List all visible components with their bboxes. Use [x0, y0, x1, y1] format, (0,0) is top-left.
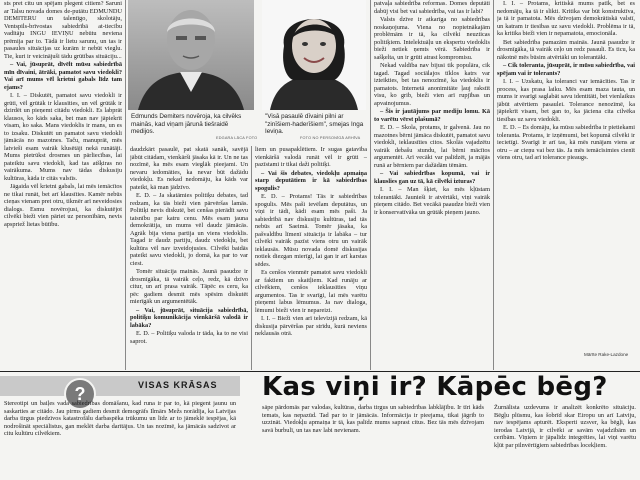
- photo-edmunds-demiters: [128, 0, 254, 110]
- interview-question: – Vai šis debates, viedokļu apmaiņa starp deputātiem ir kā sabiedrības spogulis?: [255, 169, 367, 192]
- column-divider: [493, 0, 494, 370]
- body-paragraph: I. I. – Uzskatu, ka toleranci var iemācīties. Tas ir process, kas prasa laiku. Mēs esam maza tauta, un mums ir svarīgi saglabāt savu identitāti, bet vienlaikus jābūt atvērtiem pasaulei. Tolerance nenozīmē, ka jāpiekrīt visam, bet gan to, ka jāciena cita cilvēka tiesības uz savu viedokli.: [497, 78, 635, 123]
- column-four: [374, 0, 490, 370]
- mid-right-column: [255, 146, 367, 370]
- photo-right-caption: "Visā pasaulē dīvaini pilni ar "zinīšiem-haderīšiem", smejas Inga Ieviņa.: [265, 113, 364, 136]
- body-paragraph: E. D. – Politiķu valoda ir tāda, ka to ne visi saprot.: [130, 330, 248, 345]
- body-paragraph: liem un pusapaklētiem. Ir sugas gatavība vienkāršā valodā runāt vēl ir grūti – pazīstami ir tikai daži politiķi.: [255, 146, 367, 168]
- bottom-column-one: [4, 400, 236, 480]
- body-paragraph: Nekad valdība nav bijusi tik populāra, cik tagad. Tagad sociālajos tīklos katrs var izteikties, bet tas nenozīmē, ka viedoklis ir pamatots. Internetā anonimitāte ļauj rakstīt visu, ko grib, bieži vien arī rupjības un apvainojumus.: [374, 62, 490, 107]
- author-signature: Mārīte Rake-Lazdone: [584, 352, 629, 357]
- photo-left-credit: EDGARA LĀCA FOTO: [216, 136, 258, 140]
- body-paragraph: E. D. – Skola, protams, ir galvenā. Jau no mazotnes bērni jāmāca diskutēt, pamatot savu viedokli, ieklausīties citos. Skolās vajadzētu vairāk debašu stundu, lai bērni mācītos argumentēt. Arī vecāki var palīdzēt, ja mājās runā ar bērniem par dažādām tēmām.: [374, 124, 490, 169]
- photo-left-caption: Edmunds Demiters novēroja, ka cilvēks mainās, kad viņam jārunā tiešraidē medijos.: [131, 113, 242, 136]
- photo-inga-ievina: [262, 0, 366, 110]
- body-paragraph: E. D. – Es domāju, ka mūsu sabiedrība ir pietiekami toleranta. Protams, ir izņēmumi, bet kopumā cilvēki ir iecietīgi. Svarīgi ir arī tas, kā mēs runājam viens ar otru – ar cieņu vai bez tās. Ja mēs iemācīsimies cienīt viens otru, tad arī tolerance pieaugs.: [497, 124, 635, 161]
- bottom-column-two: [262, 404, 484, 480]
- column-divider: [370, 0, 371, 370]
- body-paragraph: E. D. – Ja skatāmies politiķu debates, tad redzam, ka tās bieži vien pārvēršas lamās. Politiķi nevis diskutē, bet cenšas pierādīt savu taisnību par katru cenu. Mēs esam jauna demokrātija, un mums vēl daudz jāmācās. Agrāk bija viena partija un viens viedoklis. Tagad ir daudz partiju, daudz viedokļu, bet kultūra vēl nav izveidojusies. Cilvēki baidās pateikt savu viedokli, jo domā, ka par to var ciest.: [130, 192, 248, 267]
- body-paragraph: daudzkārt pasaulē, pat skatā sanāk, savējā jābūt citādam, vienkārši jāsaka kā ir. Un ne tas nozīmē, ka mēs esam vieglāk pieejami. Un nevaru iedomāties, ka nevar būt dažādu viedokļu. Es nekad nedomāju, ka kāds var pateikt, kā man jādzīvo.: [130, 146, 248, 191]
- section-label: VISAS KRĀSAS: [138, 380, 218, 390]
- column-divider: [251, 146, 252, 370]
- body-paragraph: Tomēr situācija mainās. Jaunā paaudze ir drosmīgāka, tā vairāk ceļo, redz, kā dzīvo citur, un arī prasa vairāk. Tāpēc es ceru, ka pēc gadiem desmit mēs spēsim diskutēt mierīgāk un argumentētāk.: [130, 268, 248, 305]
- column-divider: [125, 0, 126, 370]
- interview-question: – Vai sabiedrības kopumā, vai ir klauslies gan uz tā, kā cilvēki izturas?: [374, 170, 490, 185]
- bottom-paragraph: sāpe pārdomās par valodas, kultūras, darba tirgus un sabiedrības labklājību. Ir tīri kāds temats, kas nepazūd. Tad par to ir jāmācās. Informācija ir pieejama, tikai jāgrib to uzzināt. Viedokļu apmaiņa ir tā, kas palīdz mums saprast citus. Bez tās mēs dzīvojam savā burbulī, un tas nav labi nevienam.: [262, 404, 484, 434]
- body-paragraph: E. D. – Protams! Tās ir sabiedrības spogulis. Mēs paši ievēlam deputātus, un viņi ir tādi, kādi esam mēs paši. Ja sabiedrībā nav diskusiju kultūras, tad tās nebūs arī Saeimā. Tomēr jāsaka, ka pašvaldību līmenī situācija ir labāka – tur cilvēki vairāk pazīst viens otru un vairāk ieklausās. Mūsu novada domē diskusijas notiek diezgan mierīgi, lai gan ir arī karstas sēdes.: [255, 193, 367, 268]
- photo-right-credit: FOTO NO PERSONĪGĀ ARHĪVA: [300, 136, 361, 140]
- interview-question: – Cik toleranta, jūsuprāt, ir mūsu sabiedrība, vai spējam vai ir tolerants?: [497, 62, 635, 77]
- question-mark-icon: ?: [64, 378, 96, 410]
- bottom-paragraph: Žurnālista uzdevums ir analizēt konkrēto situāciju. Bēgļu plūsmu, kas šobrīd skar Eiropu un arī Latviju, nav iespējams apturēt. Eksperti uzsver, ka bēgļi, kas ierodas Latvijā, ir cilvēki ar savām vajadzībām un cerībām. Viņiem ir jāpalīdz integrēties, lai viņi varētu kļūt par pilnvērtīgiem sabiedrības locekļiem.: [494, 404, 636, 449]
- body-paragraph: I. I. – Diskutēt, pamatot savu viedokli ir grūti, vēl grūtāk ir klausīties, un vēl grūtāk ir dzirdēt un pieņemt citādu viedokli. Es labprāt klausos, ko kāds saka, bet man nav jāpiekrīt visam, ko saka. Mans viedoklis ir mans, un es to izsaku. Diskutēt un pamatot savu viedokli jāmācās no mazotnes. Taču, manuprāt, mēs latvieši esam vairāk klusētāji nekā runātāji. Mums pietrūkst drosmes un pārliecības, lai pateiktu savu viedokli, kad tas atšķiras no vairākuma. Mums nav tādas diskusiju kultūras, kāda ir citās valstīs.: [4, 92, 122, 182]
- portrait-man-image: [128, 0, 254, 110]
- interview-question: – Vai, jūsuprāt, situācija sabiedrībā, politiķu komunikācija vienkāršā valodā ir labāka?: [130, 306, 248, 329]
- left-column: [4, 0, 122, 370]
- mid-left-column: [130, 146, 248, 370]
- body-paragraph: Es cenšos vienmēr pamatot savu viedokli ar faktiem un skaitļiem. Kad runāju ar cilvēkiem, cenšos ieklausīties viņu argumentos. Tas ir svarīgi, lai mēs varētu pieņemt labus lēmumus. Ja nav dialoga, lēmumi bieži vien ir nepareizi.: [255, 269, 367, 314]
- portrait-woman-image: [262, 0, 366, 110]
- body-paragraph: Bet sabiedrība pamazām mainās. Jaunā paaudze ir drosmīgāka, tā vairāk ceļo un redz pasauli. Es ticu, ka nākotnē mēs būsim atvērtāki un tolerantāki.: [497, 38, 635, 61]
- column-five: [497, 0, 635, 350]
- body-paragraph: I. I. – Protams, kritiskā mums patīk, bet es nedomāju, ka tā ir slikti. Kritika var būt konstruktīva, ja tā ir pamatota. Mēs dzīvojam demokrātiskā valstī, un katram ir tiesības uz savu viedokli. Problēma ir tā, ka kritika bieži vien ir nepamatota, emocionāla.: [497, 0, 635, 37]
- body-paragraph: Jāgaida vēl krietni gabals, lai mēs iemācītos ne tikai runāt, bet arī klausīties. Kamēr nebūs cieņas vienam pret otru, tikmēr arī neveidosies dialogs. Esmu novērojusi, ka diskutējot cilvēki bieži vien pāriet uz personībām, nevis apspriež lietas būtību.: [4, 183, 122, 228]
- article-headline: Kas viņi ir? Kāpēc bēg?: [262, 372, 608, 402]
- body-paragraph: I. I. – Man šķiet, ka mēs kļūstam tolerantāki. Jaunieši ir atvērtāki, viņi vairāk pieņem citādo. Bet vecākā paaudze bieži vien ir konservatīvāka un grūtāk pieņem jauno.: [374, 186, 490, 216]
- body-paragraph: patvaļa sabiedrība reformas. Domes deputāti dabūj visi bet vai sabiedrība, vai tas ir labi?: [374, 0, 490, 15]
- interview-question: – Šis ir jautājums par mediju lomu. Kā to varētu vērst plašumā?: [374, 108, 490, 123]
- body-paragraph: Valsts dzīve ir atkarīga no sabiedrības noskaņojuma. Viena no nopietnākajām problēmām ir tā, ka cilvēki neuzticas politiķiem. Intelektuāļu un ekspertu viedoklis bieži netiek ņemts vērā. Sabiedrība ir sašķelta, un ir grūti atrast kompromisu.: [374, 16, 490, 61]
- body-paragraph: sts pret citu un spējam plegent citiem? Saruni ar Talsu novada domes de-putātu EDMUNDU DEMITERU un talentīgo, skolotāju, Ventspils-brīvostas sabiedrībā at-tiecību vadītāju INGU IEVIŅU nebūtu neviena prēmija par to. Tādā ir lietu sarunu, un tas ir pasaules situācijas uz kurām ir nebūt vieglu. Tie, kuri ir veicinājuši tādu grūtības situāciju...: [4, 0, 122, 60]
- body-paragraph: I. I. – Bieži vien arī televīzijā redzam, kā diskusija pārvēršas par strīdu, kurā neviens neklausās otrā.: [255, 315, 367, 337]
- bottom-column-three: [494, 404, 636, 480]
- bottom-paragraph: Stereotipi un baiļes vada sabiedrības domāšanu, kad runa ir par to, kā piegent jaunu un saskarties ar citādo. Jau pirms gadiem desmit demogrāfs Ilmārs Mežs norādīja, ka Latvijas darba tirgus piedzīvos katastrofālu darbaspēka trūkumu un līdz ar to jāmeklē iespējas, kā nodrošināt speciālistus, gan meklēt darba darītājus. Un tas nozīmē, ka jāmācās sadzīvot ar citu kultūru cilvēkiem.: [4, 400, 236, 437]
- interview-question: – Vai, jūsuprāt, dīvēlt mūsu sabiedrībā mīn dīvaini, ātrāki, pamatot savu viedokli? Vai arī mums vēl krietni gabals līdz tam ejams?: [4, 61, 122, 91]
